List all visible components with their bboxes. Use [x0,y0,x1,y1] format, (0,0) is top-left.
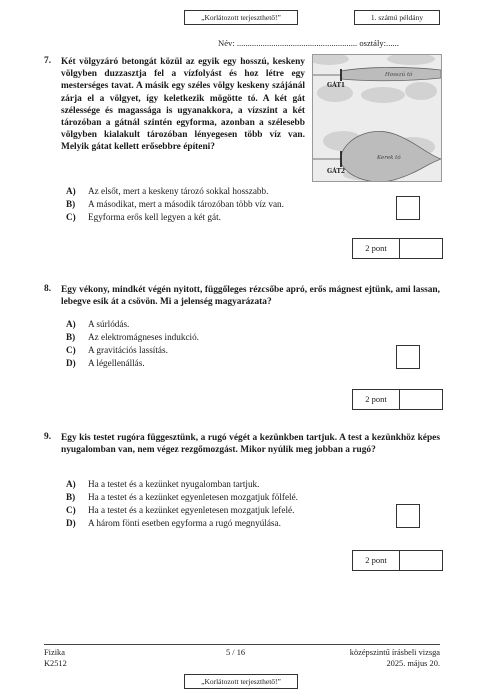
question-7-number: 7. [44,56,52,66]
lake-2-label: Kerek tó [377,155,401,161]
question-8-points [352,389,443,410]
question-7-points [352,238,443,259]
name-class-line: Név: ........................................................ osztály:...... [218,38,399,48]
option-letter: B) [66,199,76,209]
question-8-options [66,318,366,370]
footer-right [322,648,440,669]
option-letter: C) [66,505,76,515]
footer-code: K2512 [44,658,67,668]
option-letter: D) [66,358,76,368]
option-8a[interactable] [66,318,366,331]
footer-page-number: 5 / 16 [226,648,246,657]
question-8-text: Egy vékony, mindkét végén nyitott, függőleges rézcsőbe apró, erős mágnest ejtünk, ami lassan, lebegve esik át a csövön. Mi a jelenség magyarázata? [61,285,440,308]
question-9-number: 9. [44,432,52,442]
option-7a[interactable] [66,185,366,198]
restricted-distribution-label: „Korlátozott terjeszthető!” [184,10,298,25]
footer-divider [44,644,440,645]
option-7c[interactable] [66,211,366,224]
copy-number-label: 1. számú példány [354,10,440,25]
question-7-options [66,185,366,224]
option-text: Az elektromágneses indukció. [88,332,199,342]
dam-reservoir-map [313,55,441,181]
option-8d[interactable] [66,357,366,370]
points-label: 2 pont [353,551,400,570]
option-text: Egyforma erős kell legyen a két gát. [88,212,221,222]
points-score-field[interactable] [400,239,442,258]
footer-date: 2025. május 20. [386,658,440,668]
question-7-figure [312,54,442,182]
question-8-number: 8. [44,284,52,294]
option-text: A másodikat, mert a második tározóban több víz van. [88,199,284,209]
option-9d[interactable] [66,517,386,530]
option-text: Ha a testet és a kezünket egyenletesen mozgatjuk fölfelé. [88,492,298,502]
option-letter: A) [66,319,76,329]
option-letter: C) [66,345,76,355]
option-text: Ha a testet és a kezünket nyugalomban tartjuk. [88,479,260,489]
question-9-answer-box[interactable] [396,504,420,528]
question-8-answer-box[interactable] [396,345,420,369]
option-letter: C) [66,212,76,222]
option-text: A súrlódás. [88,319,130,329]
option-8b[interactable] [66,331,366,344]
question-9-text: Egy kis testet rugóra függesztünk, a rugó végét a kezünkben tartjuk. A test a kezünkhöz képes nyugalomban van, nem végez rezgőmozgást. Mikor nyúlik meg jobban a rugó? [61,433,440,456]
option-text: A három fönti esetben egyforma a rugó megnyúlása. [88,518,281,528]
question-7-text: Két völgyzáró betongát közül az egyik egy hosszú, keskeny völgyben duzzasztja fel a vízfolyást és hoz létre egy mesterséges tavat. A másik egy széles völgy keskeny szájánál zárja el a völgyet, így keletkezik mögötte tó. A két gát szélessége és magassága is ugyanakkora, a vízszint a két tározóban a gátnál szintén egyforma, azonban a szélesebb völgyben kialakult tározóban lényegesen több víz van. Melyik gátat kellett erősebbre építeni? [61,57,305,153]
option-letter: B) [66,332,76,342]
option-8c[interactable] [66,344,366,357]
footer-left [44,648,67,669]
lake-1-label: Hosszú tó [385,72,413,78]
option-letter: B) [66,492,76,502]
question-9-points [352,550,443,571]
points-score-field[interactable] [400,390,442,409]
dam-2-label: GÁT2 [327,168,346,175]
option-text: Az elsőt, mert a keskeny tározó sokkal hosszabb. [88,186,269,196]
points-score-field[interactable] [400,551,442,570]
question-9-options [66,478,386,530]
footer-restricted-label: „Korlátozott terjeszthető!” [184,674,298,689]
option-letter: D) [66,518,76,528]
points-label: 2 pont [353,239,400,258]
question-7-answer-box[interactable] [396,196,420,220]
points-label: 2 pont [353,390,400,409]
option-7b[interactable] [66,198,366,211]
option-9c[interactable] [66,504,386,517]
option-letter: A) [66,479,76,489]
option-text: Ha a testet és a kezünket egyenletesen mozgatjuk lefelé. [88,505,295,515]
dam-1-label: GÁT1 [327,82,346,89]
option-text: A gravitációs lassítás. [88,345,168,355]
option-9a[interactable] [66,478,386,491]
footer-exam-level: középszintű írásbeli vizsga [349,648,440,657]
footer-subject: Fizika [44,648,65,657]
option-9b[interactable] [66,491,386,504]
option-letter: A) [66,186,76,196]
option-text: A légellenállás. [88,358,145,368]
